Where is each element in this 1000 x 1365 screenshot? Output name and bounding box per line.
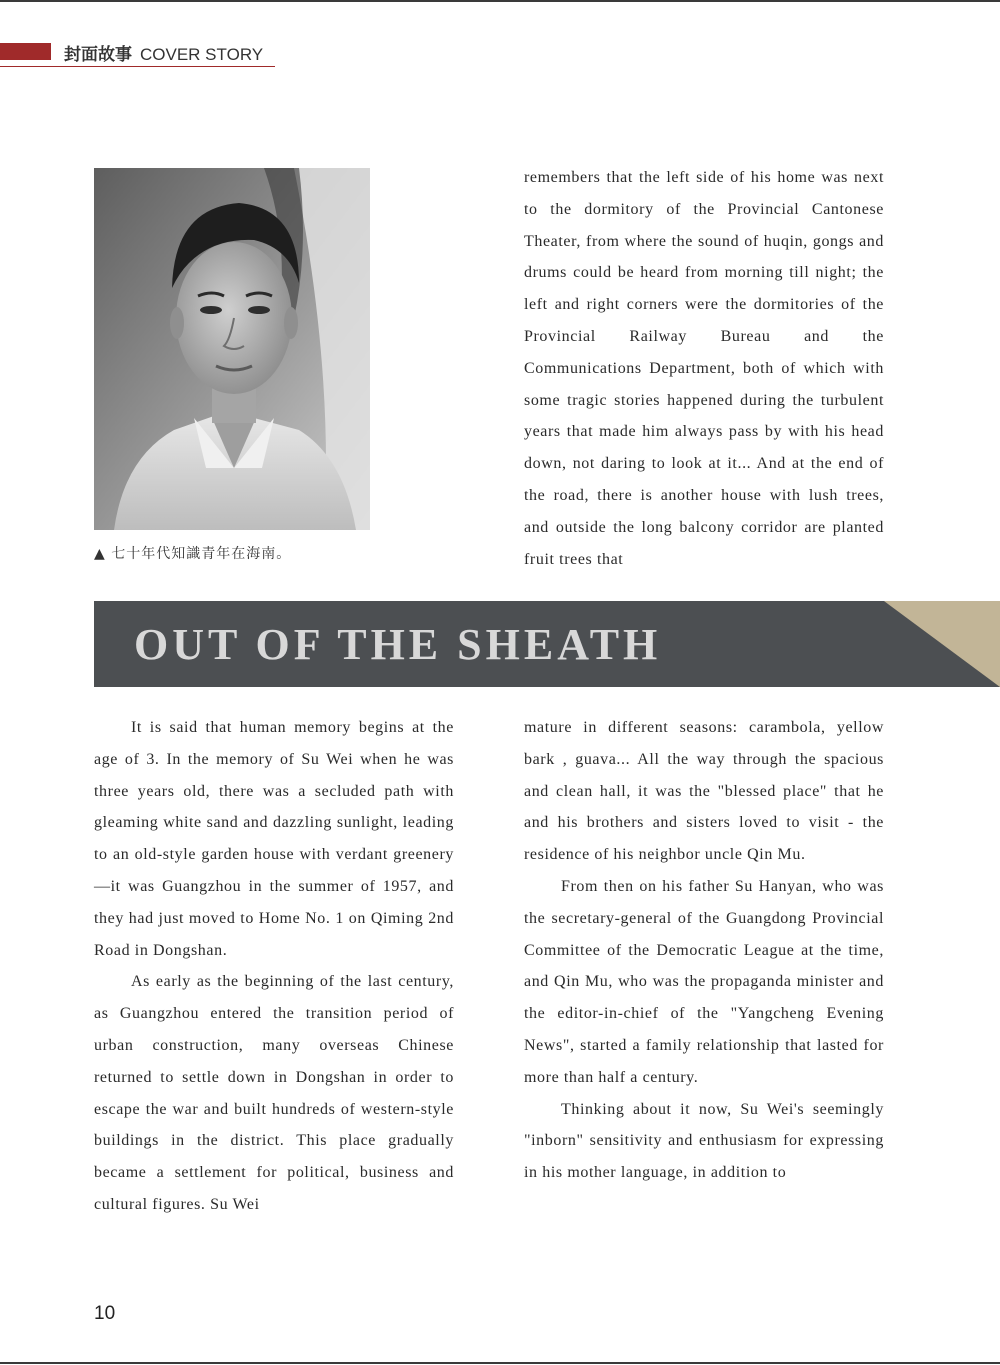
article-column-right-top: [524, 162, 884, 577]
article-paragraph: remembers that the left side of his home was next to the dormitory of the Provincial Cantonese Theater, from where the sound of huqin, gongs and drums could be heard from morning till night; the left and right corners were the dormitories of the Provincial Railway Bureau and the Communications Department, both of which with some tragic stories happened during the turbulent years that made him always pass by with his head down, not daring to look at it... And at the end of the road, there is another house with lush trees, and outside the long balcony corridor are planted fruit trees that: [524, 169, 884, 568]
section-heading-banner: [94, 601, 1000, 687]
article-column-left: [94, 712, 454, 1221]
section-label-english: COVER STORY: [140, 45, 264, 64]
banner-corner-triangle: [884, 601, 1000, 687]
article-paragraph: It is said that human memory begins at the age of 3. In the memory of Su Wei when he was three years old, there was a secluded path with gleaming white sand and dazzling sunlight, leading to an old-style garden house with verdant greenery—it was Guangzhou in the summer of 1957, and they had just moved to Home No. 1 on Qiming 2nd Road in Dongshan.: [94, 719, 454, 959]
section-heading-title: OUT OF THE SHEATH: [134, 620, 662, 669]
section-label: [64, 40, 263, 65]
photo-caption: ▲ 七十年代知識青年在海南。: [94, 546, 292, 562]
page-number: 10: [94, 1303, 116, 1324]
portrait-photo-image: [94, 168, 370, 530]
article-paragraph: As early as the beginning of the last century, as Guangzhou entered the transition period of urban construction, many overseas Chinese returned to settle down in Dongshan in order to escape the war and built hundreds of western-style buildings in the district. This place gradually became a settlement for political, business and cultural figures. Su Wei: [94, 973, 454, 1213]
portrait-photo: [94, 168, 370, 530]
bottom-border-line: [0, 1362, 1000, 1364]
section-underline: [0, 66, 275, 67]
article-column-right: [524, 712, 884, 1189]
section-label-chinese: 封面故事: [64, 45, 132, 64]
article-paragraph: Thinking about it now, Su Wei's seemingly "inborn" sensitivity and enthusiasm for expressing in his mother language, in addition to: [524, 1100, 884, 1182]
top-border-line: [0, 0, 1000, 2]
section-marker-bar: [0, 43, 51, 60]
article-paragraph: From then on his father Su Hanyan, who was the secretary-general of the Guangdong Provincial Committee of the Democratic League at the time, and Qin Mu, who was the propaganda minister and the editor-in-chief of the "Yangcheng Evening News", started a family relationship that lasted for more than half a century.: [524, 877, 884, 1086]
article-paragraph: mature in different seasons: carambola, yellow bark , guava... All the way through the spacious and clean hall, it was the "blessed place" that he and his brothers and sisters loved to visit - the residence of his neighbor uncle Qin Mu.: [524, 719, 884, 864]
